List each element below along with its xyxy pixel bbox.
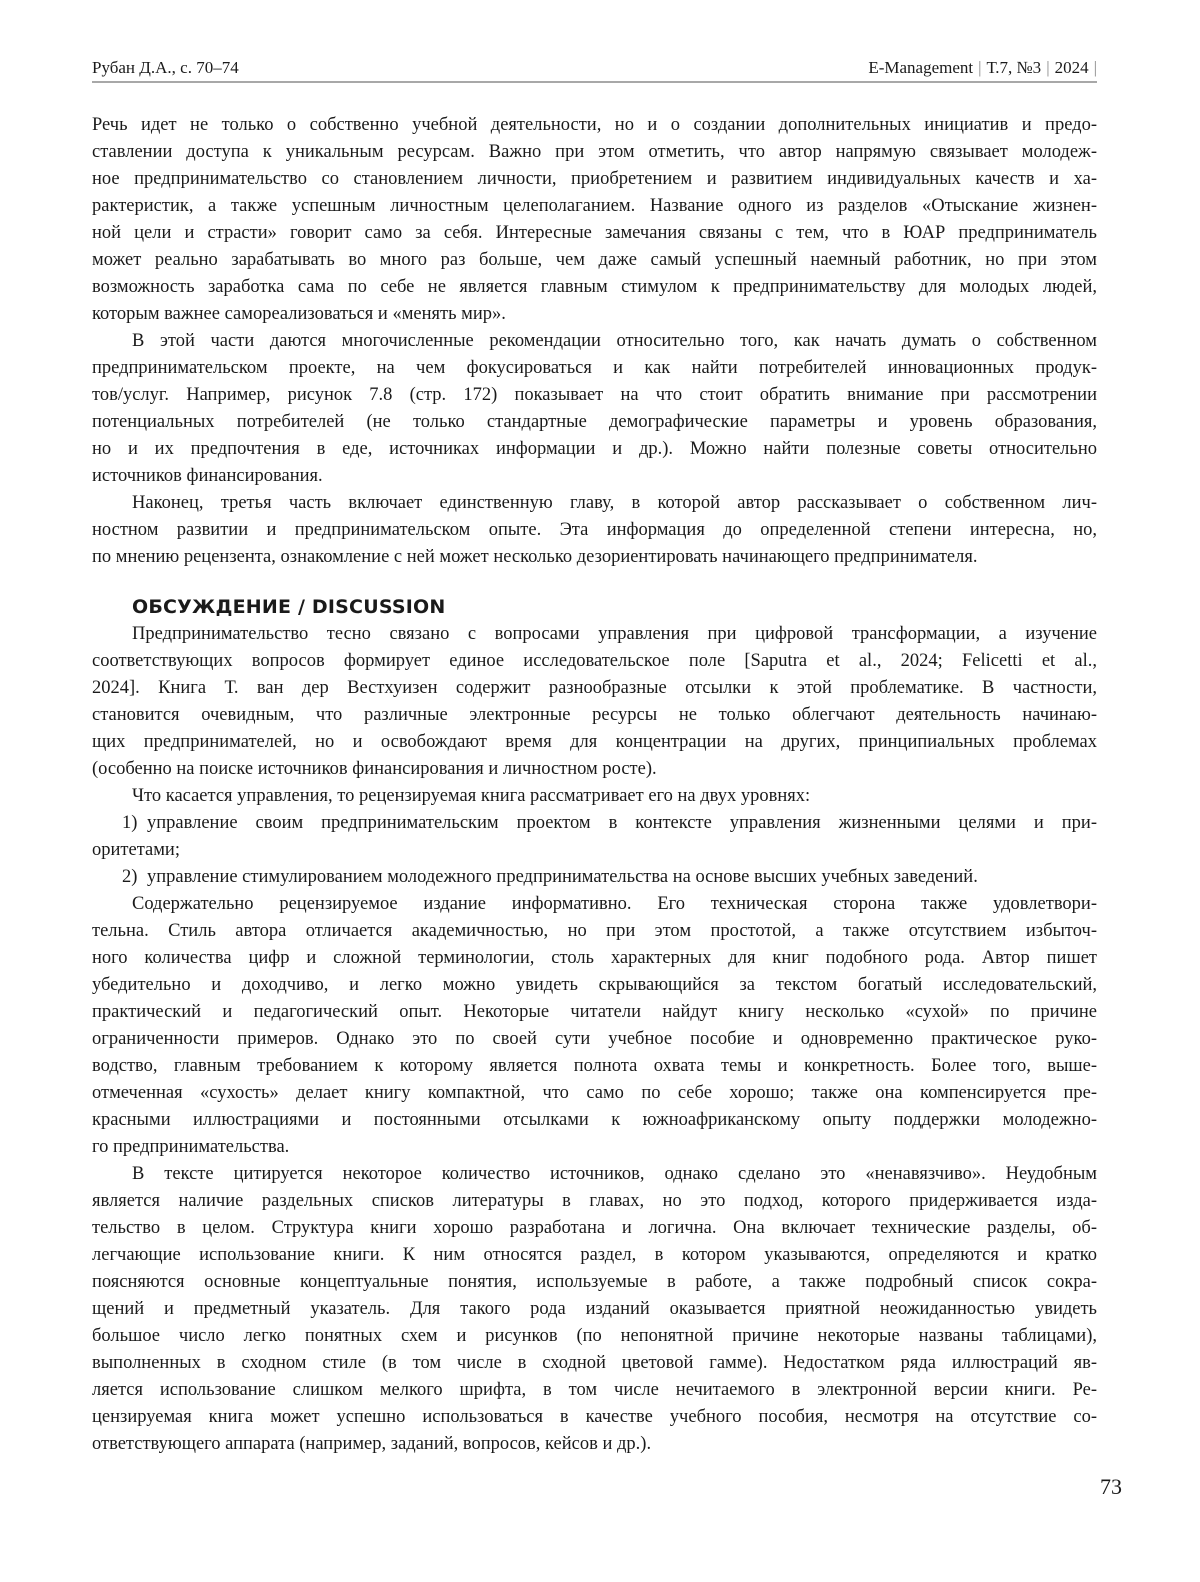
- text-line: может реально зарабатывать во много раз больше, чем даже самый успешный наемный работник, но при этом: [92, 247, 1097, 274]
- separator: |: [1089, 58, 1097, 77]
- separator: |: [1041, 58, 1054, 77]
- text-line: щений и предметный указатель. Для такого рода изданий оказывается приятной неожиданностью увидеть: [92, 1296, 1097, 1323]
- text-line: предпринимательском проекте, на чем фокусироваться и как найти потребителей инновационных продук-: [92, 355, 1097, 382]
- text-line: Наконец, третья часть включает единственную главу, в которой автор рассказывает о собственном лич-: [92, 490, 1097, 517]
- list-item: [92, 810, 1097, 864]
- text-line: которым важнее самореализоваться и «менять мир».: [92, 301, 1097, 328]
- text-line: тельство в целом. Структура книги хорошо разработана и логична. Она включает технические разделы, об-: [92, 1215, 1097, 1242]
- section-heading: ОБСУЖДЕНИЕ / DISCUSSION: [92, 594, 1097, 621]
- separator: |: [973, 58, 986, 77]
- text-line: ответствующего аппарата (например, заданий, вопросов, кейсов и др.).: [92, 1431, 1097, 1458]
- text-line: 2024]. Книга Т. ван дер Вестхуизен содержит разнообразные отсылки к этой проблематике. В частности,: [92, 675, 1097, 702]
- text-line: потенциальных потребителей (не только стандартные демографические параметры и уровень образования,: [92, 409, 1097, 436]
- text-line: оритетами;: [92, 837, 1097, 864]
- header-rule: [92, 81, 1097, 83]
- text-line: Что касается управления, то рецензируемая книга рассматривает его на двух уровнях:: [92, 783, 1097, 810]
- text-line: соответствующих вопросов формирует единое исследовательское поле [Saputra et al., 2024; Felicetti et al.,: [92, 648, 1097, 675]
- text-line: красными иллюстрациями и постоянными отсылками к южноафриканскому опыту поддержки молодежно-: [92, 1107, 1097, 1134]
- text-line: водство, главным требованием к которому является полнота охвата темы и конкретность. Более того, выше-: [92, 1053, 1097, 1080]
- text-line: выполненных в сходном стиле (в том числе в сходной цветовой гамме). Недостатком ряда иллюстраций яв-: [92, 1350, 1097, 1377]
- text-line: является наличие раздельных списков литературы в главах, но это подход, которого придерживается изда-: [92, 1188, 1097, 1215]
- text-line: возможность заработка сама по себе не является главным стимулом к предпринимательству для молодых людей,: [92, 274, 1097, 301]
- text-line: тельна. Стиль автора отличается академичностью, но при этом простотой, а также отсутствием избыточ-: [92, 918, 1097, 945]
- text-line: практический и педагогический опыт. Некоторые читатели найдут книгу несколько «сухой» по причине: [92, 999, 1097, 1026]
- text-line: ной цели и страсти» говорит само за себя. Интересные замечания связаны с тем, что в ЮАР предприниматель: [92, 220, 1097, 247]
- text-line: щих предпринимателей, но и освобождают время для концентрации на других, принципиальных проблемах: [92, 729, 1097, 756]
- text-line: В этой части даются многочисленные рекомендации относительно того, как начать думать о собственном: [92, 328, 1097, 355]
- text-line: ляется использование слишком мелкого шрифта, в том числе нечитаемого в электронной версии книги. Ре-: [92, 1377, 1097, 1404]
- text-line: го предпринимательства.: [92, 1134, 1097, 1161]
- list-line: [92, 810, 1097, 837]
- text-line: но и их предпочтения в еде, источниках информации и др.). Можно найти полезные советы относительно: [92, 436, 1097, 463]
- text-line: ного количества цифр и сложной терминологии, столь характерных для книг подобного рода. Автор пишет: [92, 945, 1097, 972]
- paragraph: [92, 783, 1097, 810]
- text-line: поясняются основные концептуальные понятия, используемые в работе, а также подробный список сокра-: [92, 1269, 1097, 1296]
- text-line: большое число легко понятных схем и рисунков (по непонятной причине некоторые названы таблицами),: [92, 1323, 1097, 1350]
- text-line: ставлении доступа к уникальным ресурсам. Важно при этом отметить, что автор напрямую связывает молодеж-: [92, 139, 1097, 166]
- text-line: становится очевидным, что различные электронные ресурсы не только облегчают деятельность начинаю-: [92, 702, 1097, 729]
- running-header: [92, 56, 1097, 80]
- paragraph: [92, 328, 1097, 490]
- paragraph: [92, 490, 1097, 571]
- author-pages: Рубан Д.А., с. 70–74: [92, 56, 239, 80]
- text-line: (особенно на поиске источников финансирования и личностном росте).: [92, 756, 1097, 783]
- text-line: Содержательно рецензируемое издание информативно. Его техническая сторона также удовлетвори-: [92, 891, 1097, 918]
- text-line: по мнению рецензента, ознакомление с ней может несколько дезориентировать начинающего предпринимателя.: [92, 544, 1097, 571]
- volume-issue: Т.7, №3: [987, 58, 1042, 77]
- paragraph: [92, 1161, 1097, 1458]
- list-number: 2): [122, 864, 147, 891]
- journal-info: [868, 56, 1097, 80]
- text-line: Предпринимательство тесно связано с вопросами управления при цифровой трансформации, а изучение: [92, 621, 1097, 648]
- text-line: ностном развитии и предпринимательском опыте. Эта информация до определенной степени интересна, но,: [92, 517, 1097, 544]
- list-line: [92, 864, 1097, 891]
- journal-name: E-Management: [868, 58, 973, 77]
- paragraph: [92, 112, 1097, 328]
- list-item: [92, 864, 1097, 891]
- text-line: ное предпринимательство со становлением личности, приобретением и развитием индивидуальных качеств и ха-: [92, 166, 1097, 193]
- text-line: управление своим предпринимательским проектом в контексте управления жизненными целями и при-: [147, 810, 1097, 837]
- text-line: Речь идет не только о собственно учебной деятельности, но и о создании дополнительных инициатив и предо-: [92, 112, 1097, 139]
- text-line: В тексте цитируется некоторое количество источников, однако сделано это «ненавязчиво». Неудобным: [92, 1161, 1097, 1188]
- text-line: отмеченная «сухость» делает книгу компактной, что само по себе хорошо; также она компенсируется пре-: [92, 1080, 1097, 1107]
- text-line: тов/услуг. Например, рисунок 7.8 (стр. 172) показывает на что стоит обратить внимание при рассмотрении: [92, 382, 1097, 409]
- text-line: рактеристик, а также успешным личностным целеполаганием. Название одного из разделов «Отыскание жизнен-: [92, 193, 1097, 220]
- paragraph: [92, 621, 1097, 783]
- article-body: [92, 112, 1097, 1458]
- paragraph: [92, 891, 1097, 1161]
- text-line: управление стимулированием молодежного предпринимательства на основе высших учебных заведений.: [147, 864, 1097, 891]
- text-line: убедительно и доходчиво, и легко можно увидеть скрывающийся за текстом богатый исследовательский,: [92, 972, 1097, 999]
- text-line: легчающие использование книги. К ним относятся раздел, в котором указываются, определяются и кратко: [92, 1242, 1097, 1269]
- page-number: 73: [1100, 1473, 1122, 1501]
- text-line: цензируемая книга может успешно использоваться в качестве учебного пособия, несмотря на отсутствие со-: [92, 1404, 1097, 1431]
- list-number: 1): [122, 810, 147, 837]
- text-line: ограниченности примеров. Однако это по своей сути учебное пособие и одновременно практическое руко-: [92, 1026, 1097, 1053]
- text-line: источников финансирования.: [92, 463, 1097, 490]
- year: 2024: [1055, 58, 1089, 77]
